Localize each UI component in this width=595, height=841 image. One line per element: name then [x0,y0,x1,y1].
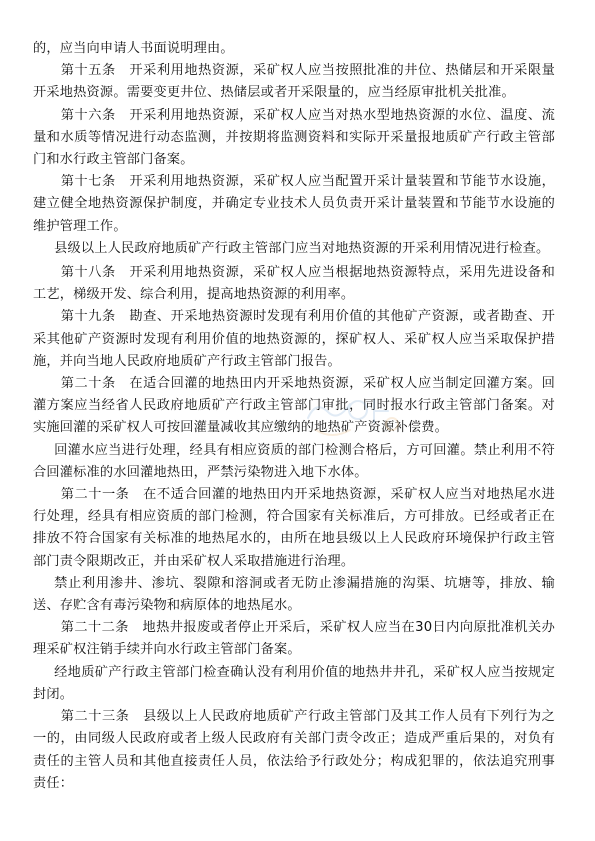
article-18: 第十八条 开采利用地热资源，采矿权人应当根据地热资源特点，采用先进设备和工艺，梯级开发、综合利用，提高地热资源的利用率。 [33,265,555,303]
article-20: 第二十条 在适合回灌的地热田内开采地热资源，采矿权人应当制定回灌方案。回灌方案应当经省人民政府地质矿产行政主管部门审批，同时报水行政主管部门备案。对实施回灌的采矿权人可按回灌量减收其应缴纳的地热矿产资源补偿费。 [33,376,555,436]
article-23: 第二十三条 县级以上人民政府地质矿产行政主管部门及其工作人员有下列行为之一的，由同级人民政府或者上级人民政府有关部门责令改正；造成严重后果的，对负有责任的主管人员和其他直接责任人员，依法给予行政处分；构成犯罪的，依法追究刑事责任： [33,709,555,791]
article-21-paragraph-2: 禁止利用渗井、渗坑、裂隙和溶洞或者无防止渗漏措施的沟渠、坑塘等，排放、输送、存贮含有毒污染物和病原体的地热尾水。 [33,575,555,614]
article-15: 第十五条 开采利用地热资源，采矿权人应当按照批准的井位、热储层和开采限量开采地热资源。需要变更井位、热储层或者开采限量的，应当经原审批机关批准。 [33,63,555,101]
article-19: 第十九条 勘查、开采地热资源时发现有利用价值的其他矿产资源，或者勘查、开采其他矿产资源时发现有利用价值的地热资源的，探矿权人、采矿权人应当采取保护措施，并向当地人民政府地质矿产行政主管部门报告。 [33,309,555,369]
article-17-paragraph-2: 县级以上人民政府地质矿产行政主管部门应当对地热资源的开采利用情况进行检查。 [54,240,550,256]
paragraph-continuation: 的，应当向申请人书面说明理由。 [33,41,234,56]
article-22: 第二十二条 地热井报废或者停止开采后，采矿权人应当在30日内向原批准机关办理采矿权注销手续并向水行政主管部门备案。 [33,620,555,658]
article-17: 第十七条 开采利用地热资源，采矿权人应当配置开采计量装置和节能节水设施，建立健全地热资源保护制度，并确定专业技术人员负责开采计量装置和节能节水设施的维护管理工作。 [33,174,555,234]
article-20-paragraph-2: 回灌水应当进行处理，经具有相应资质的部门检测合格后，方可回灌。禁止利用不符合回灌标准的水回灌地热田，严禁污染物进入地下水体。 [33,442,555,480]
article-21: 第二十一条 在不适合回灌的地热田内开采地热资源，采矿权人应当对地热尾水进行处理，经具有相应资质的部门检测，符合国家有关标准后，方可排放。已经或者正在排放不符合国家有关标准的地热尾水的，由所在地县级以上人民政府环境保护行政主管部门责令限期改正，并由采矿权人采取措施进行治理。 [33,487,555,569]
article-16: 第十六条 开采利用地热资源，采矿权人应当对热水型地热资源的水位、温度、流量和水质等情况进行动态监测，并按期将监测资料和实际开采量报地质矿产行政主管部门和水行政主管部门备案。 [33,107,555,168]
article-22-paragraph-2: 经地质矿产行政主管部门检查确认没有利用价值的地热井井孔，采矿权人应当按规定封闭。 [33,664,555,702]
